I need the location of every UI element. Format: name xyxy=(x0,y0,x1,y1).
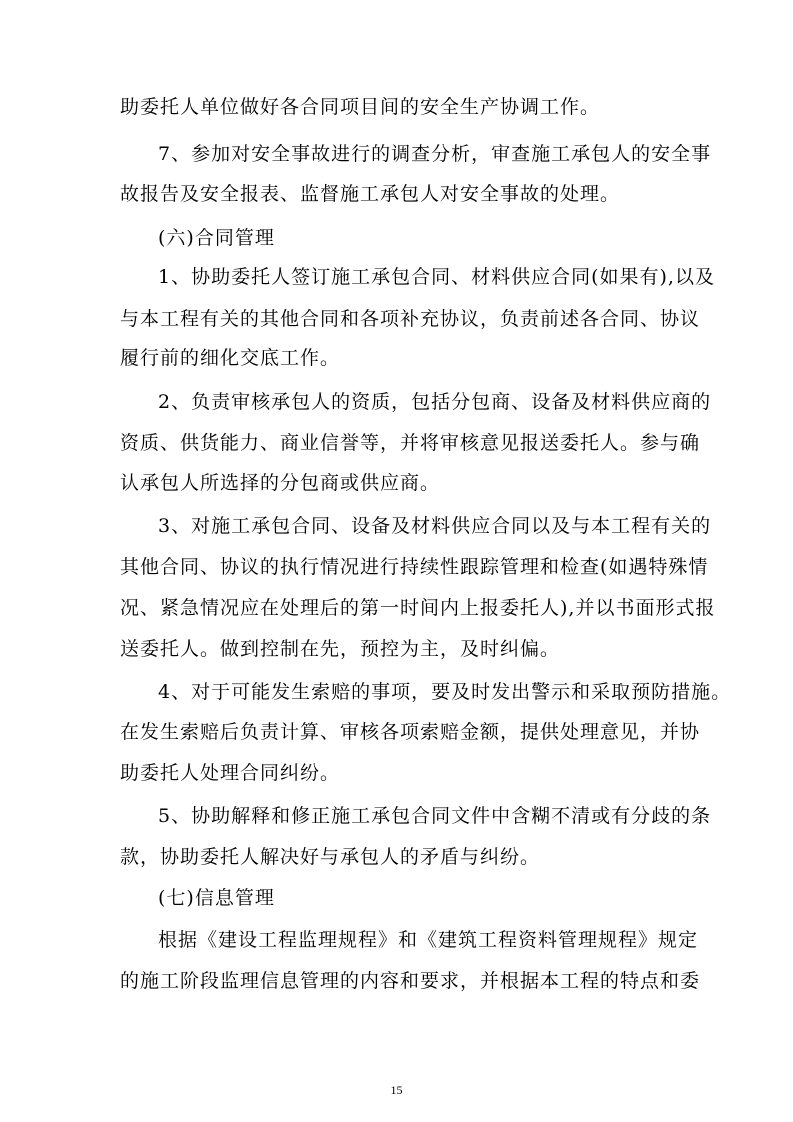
paragraph-line: 送委托人。做到控制在先，预控为主，及时纠偏。 xyxy=(120,638,561,660)
paragraph-line: 故报告及安全报表、监督施工承包人对安全事故的处理。 xyxy=(120,183,621,205)
paragraph-line: 在发生索赔后负责计算、审核各项索赔金额，提供处理意见，并协 xyxy=(120,721,701,743)
paragraph-line: 4、对于可能发生索赔的事项，要及时发出警示和采取预防措施。 xyxy=(158,681,732,703)
paragraph-line: 资质、供货能力、商业信誉等，并将审核意见报送委托人。参与确 xyxy=(120,432,701,454)
paragraph-line: 认承包人所选择的分包商或供应商。 xyxy=(120,472,441,494)
paragraph-line: 2、负责审核承包人的资质，包括分包商、设备及材料供应商的 xyxy=(158,391,712,413)
paragraph-line: 款，协助委托人解决好与承包人的矛盾与纠纷。 xyxy=(120,846,541,868)
section-heading: (六)合同管理 xyxy=(158,227,275,249)
paragraph-line: 助委托人单位做好各合同项目间的安全生产协调工作。 xyxy=(120,96,601,118)
paragraph-line: 其他合同、协议的执行情况进行持续性跟踪管理和检查(如遇特殊情 xyxy=(120,556,709,578)
paragraph-line: 3、对施工承包合同、设备及材料供应合同以及与本工程有关的 xyxy=(158,515,712,537)
section-heading: (七)信息管理 xyxy=(158,887,275,909)
paragraph-line: 况、紧急情况应在处理后的第一时间内上报委托人),并以书面形式报 xyxy=(120,597,716,619)
paragraph-line: 根据《建设工程监理规程》和《建筑工程资料管理规程》规定 xyxy=(158,929,699,951)
paragraph-line: 7、参加对安全事故进行的调查分析，审查施工承包人的安全事 xyxy=(158,143,712,165)
paragraph-line: 与本工程有关的其他合同和各项补充协议，负责前述各合同、协议 xyxy=(120,308,701,330)
paragraph-line: 1、协助委托人签订施工承包合同、材料供应合同(如果有),以及 xyxy=(158,266,715,288)
paragraph-line: 5、协助解释和修正施工承包合同文件中含糊不清或有分歧的条 xyxy=(158,805,712,827)
paragraph-line: 助委托人处理合同纠纷。 xyxy=(120,762,341,784)
paragraph-line: 履行前的细化交底工作。 xyxy=(120,347,341,369)
page-number: 15 xyxy=(390,1083,403,1097)
paragraph-line: 的施工阶段监理信息管理的内容和要求，并根据本工程的特点和委 xyxy=(120,970,701,992)
